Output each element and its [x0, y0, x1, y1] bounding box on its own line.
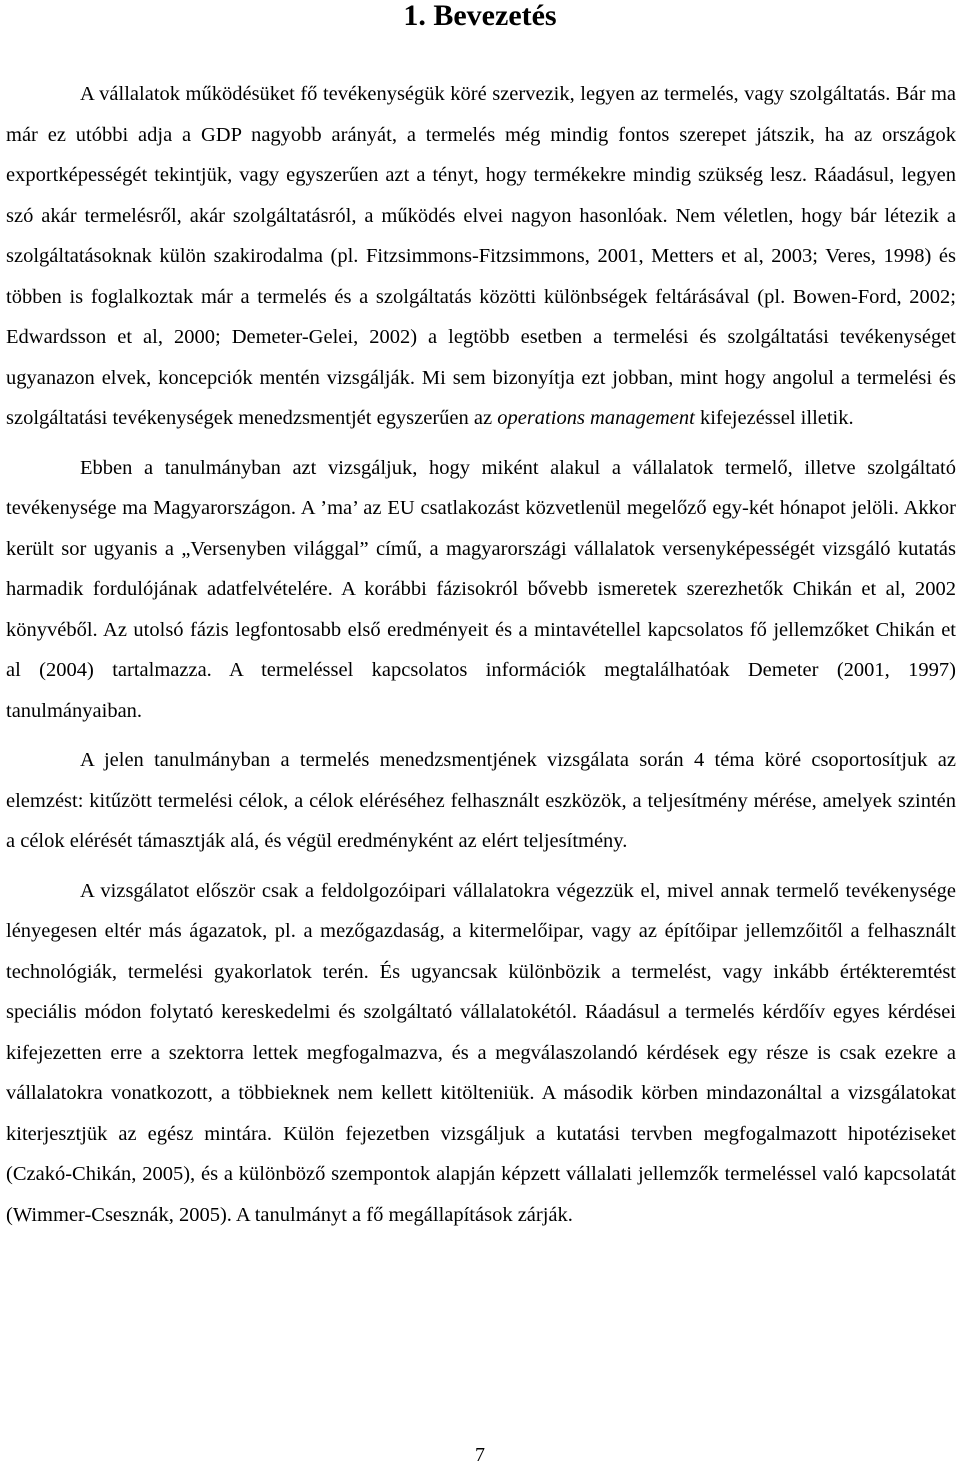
paragraph-1-text: A vállalatok működésüket fő tevékenységük köré szervezik, legyen az termelés, vagy szolgáltatás. Bár ma már ez utóbbi adja a GDP nagyobb arányát, a termelés még mindig fontos szerepet játszik, ha az országok exportképességét tekintjük, vagy egyszerűen azt a tényt, hogy termékekre mindig szükség lesz. Ráadásul, legyen szó akár termelésről, akár szolgáltatásról, a működés elvei nagyon hasonlóak. Nem véletlen, hogy bár létezik a szolgáltatásoknak külön szakirodalma (pl. Fitzsimmons-Fitzsimmons, 2001, Metters et al, 2003; Veres, 1998) és többen is foglalkoztak már a termelés és a szolgáltatás közötti különbségek feltárásával (pl. Bowen-Ford, 2002; Edwardsson et al, 2000; Demeter-Gelei, 2002) a legtöbb esetben a termelési és szolgáltatási tevékenységet ugyanazon elvek, koncepciók mentén vizsgálják. Mi sem bizonyítja ezt jobban, mint hogy angolul a termelési és szolgáltatási tevékenységek menedzsmentjét egyszerűen az [6, 83, 956, 429]
paragraph-1 [6, 74, 956, 439]
section-heading: 1. Bevezetés [403, 0, 557, 32]
paragraph-1-emphasis: operations management [497, 407, 695, 429]
body-text [6, 74, 956, 1235]
paragraph-3: A jelen tanulmányban a termelés menedzsmentjének vizsgálata során 4 téma köré csoportosítjuk az elemzést: kitűzött termelési célok, a célok eléréséhez felhasznált eszközök, a teljesítmény mérése, amelyek szintén a célok elérését támasztják alá, és végül eredményként az elért teljesítmény. [6, 749, 956, 852]
page-number: 7 [475, 1444, 485, 1466]
paragraph-4: A vizsgálatot először csak a feldolgozóipari vállalatokra végezzük el, mivel annak termelő tevékenysége lényegesen eltér más ágazatok, pl. a mezőgazdaság, a kitermelőipar, vagy az építőipar jellemzőitől a felhasznált technológiák, termelési gyakorlatok terén. És ugyancsak különbözik a termelést, vagy inkább értékteremtést speciális módon folytató kereskedelmi és szolgáltató vállalatokétól. Ráadásul a termelés kérdőív egyes kérdései kifejezetten erre a szektorra lettek megfogalmazva, és a megválaszolandó kérdések egy része is csak ezekre a vállalatokra vonatkozott, a többieknek nem kellett kitölteniük. A második körben mindazonáltal a vizsgálatokat kiterjesztjük az egész mintára. Külön fejezetben vizsgáljuk a kutatási tervben megfogalmazott hipotéziseket (Czakó-Chikán, 2005), és a különböző szempontok alapján képzett vállalati jellemzők termeléssel való kapcsolatát (Wimmer-Csesznák, 2005). A tanulmányt a fő megállapítások zárják. [6, 879, 956, 1226]
paragraph-2: Ebben a tanulmányban azt vizsgáljuk, hogy miként alakul a vállalatok termelő, illetve szolgáltató tevékenysége ma Magyarországon. A ’ma’ az EU csatlakozást közvetlenül megelőző egy-két hónapot jelöli. Akkor került sor ugyanis a „Versenyben világgal” című, a magyarországi vállalatok versenyképességét vizsgáló kutatás harmadik fordulójának adatfelvételére. A korábbi fázisokról bővebb ismeretek szerezhetők Chikán et al, 2002 könyvéből. Az utolsó fázis legfontosabb első eredményeit és a mintavétellel kapcsolatos fő jellemzőket Chikán et al (2004) tartalmazza. A termeléssel kapcsolatos információk megtalálhatóak Demeter (2001, 1997) tanulmányaiban. [6, 456, 956, 722]
paragraph-1-text-end: kifejezéssel illetik. [694, 407, 854, 429]
